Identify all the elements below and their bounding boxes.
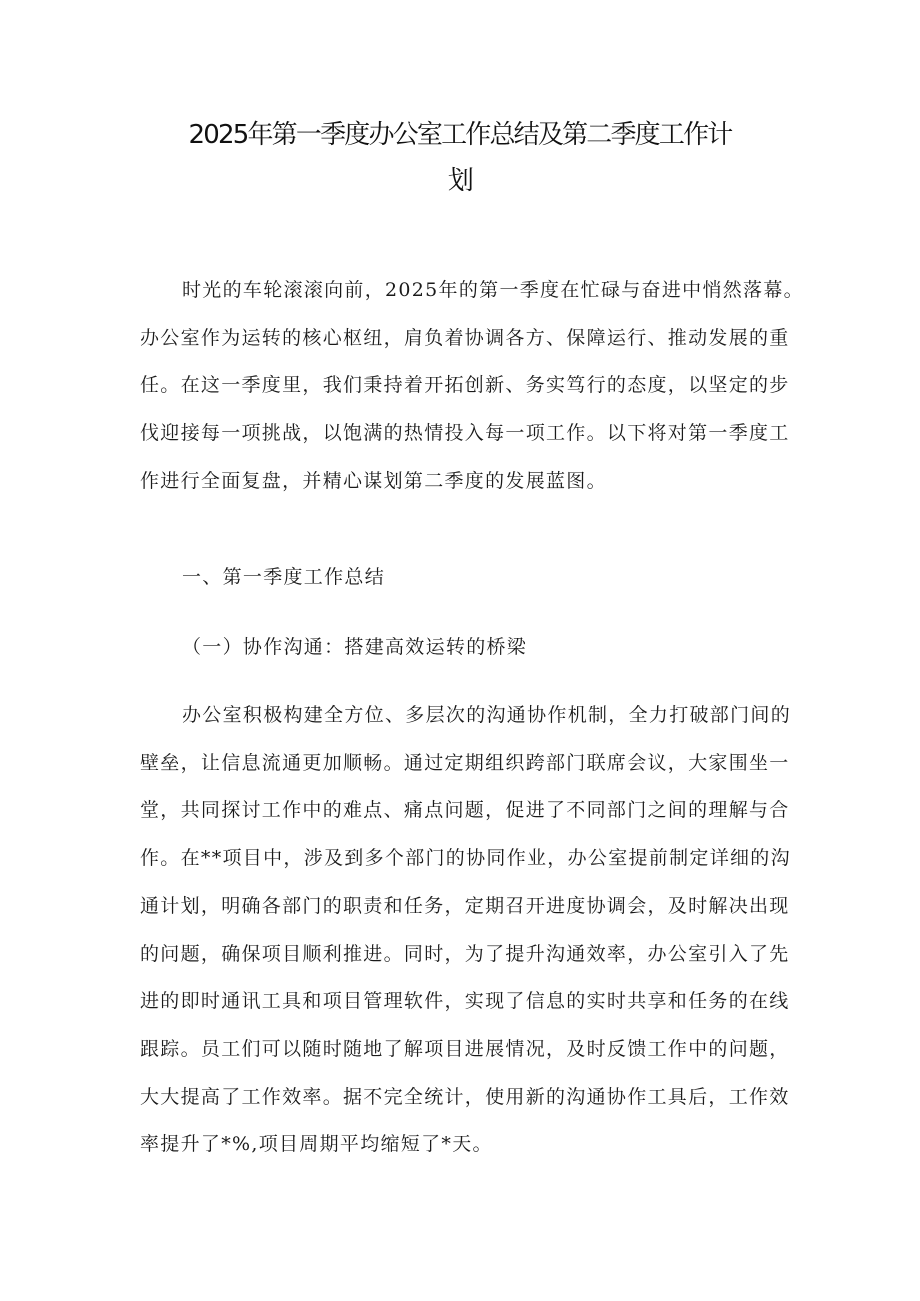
paragraph-line: 作。在**项目中，涉及到多个部门的协同作业，办公室提前制定详细的沟 <box>140 847 791 870</box>
section-1-heading <box>140 554 780 602</box>
paragraph-line: 率提升了*%,项目周期平均缩短了*天。 <box>140 1133 493 1156</box>
paragraph-line: 进的即时通讯工具和项目管理软件，实现了信息的实时共享和任务的在线 <box>140 990 790 1013</box>
heading-text: 一、第一季度工作总结 <box>182 566 386 588</box>
intro-paragraph <box>140 267 804 506</box>
paragraph-line: 通计划，明确各部门的职责和任务，定期召开进度协调会，及时解决出现 <box>140 894 790 917</box>
paragraph-line: 时光的车轮滚滚向前，2025年的第一季度在忙碌与奋进中悄然落幕。 <box>182 279 804 301</box>
paragraph-line: 跟踪。员工们可以随时随地了解项目进展情况，及时反馈工作中的问题， <box>140 1037 790 1060</box>
paragraph-line: 伐迎接每一项挑战，以饱满的热情投入每一项工作。以下将对第一季度工 <box>140 422 790 445</box>
subsection-1-paragraph <box>140 692 792 1169</box>
paragraph-line: 办公室作为运转的核心枢纽，肩负着协调各方、保障运行、推动发展的重 <box>140 326 790 349</box>
title-line: 2025年第一季度办公室工作总结及第二季度工作计 <box>188 120 732 150</box>
paragraph-line: 堂，共同探讨工作中的难点、痛点问题，促进了不同部门之间的理解与合 <box>140 799 790 822</box>
paragraph-line: 的问题，确保项目顺利推进。同时，为了提升沟通效率，办公室引入了先 <box>140 942 790 965</box>
paragraph-line: 作进行全面复盘，并精心谋划第二季度的发展蓝图。 <box>140 469 607 492</box>
paragraph-line: 壁垒，让信息流通更加顺畅。通过定期组织跨部门联席会议，大家围坐一 <box>140 751 790 774</box>
title-line: 划 <box>447 166 473 196</box>
heading-text: （一）协作沟通：搭建高效运转的桥梁 <box>182 636 528 658</box>
paragraph-line: 大大提高了工作效率。据不完全统计，使用新的沟通协作工具后，工作效 <box>140 1085 790 1108</box>
document-title <box>140 112 780 204</box>
paragraph-line: 任。在这一季度里，我们秉持着开拓创新、务实笃行的态度，以坚定的步 <box>140 374 790 397</box>
subsection-1-heading <box>140 624 780 672</box>
paragraph-line: 办公室积极构建全方位、多层次的沟通协作机制，全力打破部门间的 <box>182 704 792 726</box>
